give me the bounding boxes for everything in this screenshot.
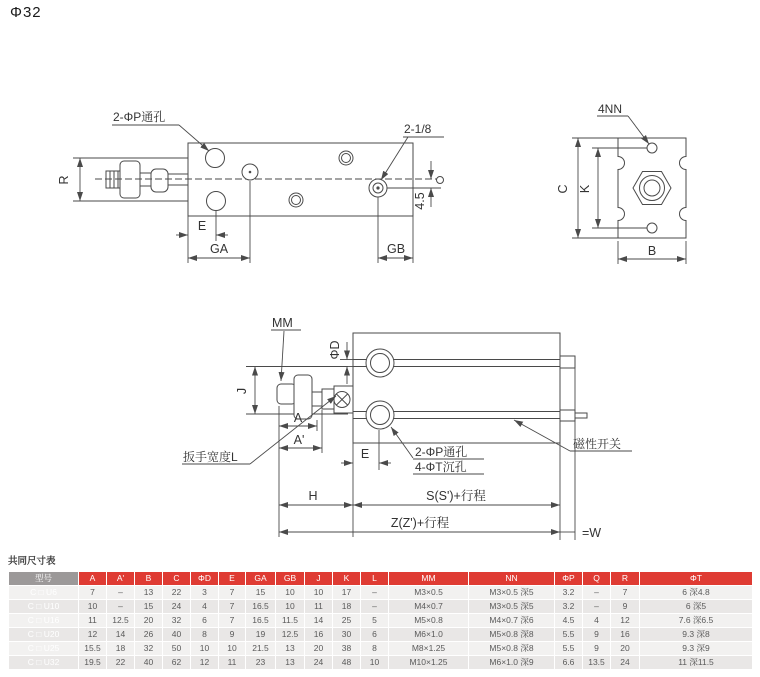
counterbore-holes xyxy=(366,349,394,429)
table-cell: 5.5 xyxy=(555,642,583,656)
table-cell: 12.5 xyxy=(107,614,135,628)
table-cell: 5 xyxy=(361,614,389,628)
dim-r-label: R xyxy=(57,175,71,185)
table-cell: 11 xyxy=(79,614,107,628)
model-cell: C □ U6 xyxy=(9,586,79,600)
dim-b-label: B xyxy=(647,244,657,258)
table-cell: 48 xyxy=(333,656,361,670)
table-cell: M3×0.5 深5 xyxy=(469,600,555,614)
note-through-hole xyxy=(112,109,209,151)
dim-S-stroke xyxy=(353,489,560,505)
table-cell: 6 xyxy=(191,614,219,628)
table-cell: 9 xyxy=(219,628,246,642)
table-cell: 16.5 xyxy=(246,614,276,628)
wrench-note-label: 扳手宽度L xyxy=(183,450,238,464)
table-cell: 10 xyxy=(305,586,333,600)
table-cell: 16.5 xyxy=(246,600,276,614)
column-header-C: C xyxy=(163,572,191,586)
table-row xyxy=(9,656,753,670)
table-cell: 10 xyxy=(276,600,305,614)
table-cell: 40 xyxy=(135,656,163,670)
nn-note-label: 4NN xyxy=(598,102,623,116)
table-cell: M4×0.7 深6 xyxy=(469,614,555,628)
table-cell: 38 xyxy=(333,642,361,656)
table-cell: 3.2 xyxy=(555,600,583,614)
through-holes xyxy=(206,149,226,211)
table-cell: 30 xyxy=(333,628,361,642)
table-cell: 8 xyxy=(361,642,389,656)
table-cell: 6.6 xyxy=(555,656,583,670)
table-cell: 18 xyxy=(107,642,135,656)
table-cell: 10 xyxy=(361,656,389,670)
through-hole-note-label: 2-ΦP通孔 xyxy=(113,110,166,124)
dim-e-side-label: E xyxy=(360,447,370,461)
table-cell: 19.5 xyxy=(79,656,107,670)
dim-h-label: H xyxy=(308,489,318,503)
table-row xyxy=(9,614,753,628)
table-cell: 9 xyxy=(583,628,611,642)
table-cell: 14 xyxy=(107,628,135,642)
table-cell: M4×0.7 xyxy=(389,600,469,614)
table-cell: 12.5 xyxy=(276,628,305,642)
column-header-ΦP: ΦP xyxy=(555,572,583,586)
table-cell: 5.5 xyxy=(555,628,583,642)
table-cell: 7 xyxy=(219,586,246,600)
wrench-flats-circle xyxy=(334,392,350,408)
table-cell: 11 xyxy=(305,600,333,614)
table-cell: M10×1.25 xyxy=(389,656,469,670)
nn-hole-top xyxy=(647,143,657,153)
table-cell: 24 xyxy=(611,656,640,670)
column-header-Q: Q xyxy=(583,572,611,586)
column-header-A': A' xyxy=(107,572,135,586)
table-cell: 13 xyxy=(276,642,305,656)
table-cell: 21.5 xyxy=(246,642,276,656)
note-magnetic-switch xyxy=(514,420,632,451)
table-cell: 7.6 深6.5 xyxy=(640,614,753,628)
table-cell: 32 xyxy=(135,642,163,656)
table-cell: 17 xyxy=(333,586,361,600)
table-cell: M8×1.25 xyxy=(389,642,469,656)
table-cell: M6×1.0 xyxy=(389,628,469,642)
table-cell: 12 xyxy=(79,628,107,642)
table-cell: 7 xyxy=(611,586,640,600)
table-title: 共同尺寸表 xyxy=(8,556,56,567)
column-header-NN: NN xyxy=(469,572,555,586)
dim-k-label: K xyxy=(578,184,592,194)
table-row xyxy=(9,586,753,600)
table-cell: 4 xyxy=(191,600,219,614)
top-view-drawing xyxy=(57,109,444,263)
table-cell: 24 xyxy=(305,656,333,670)
model-cell: C □ U20 xyxy=(9,628,79,642)
mm-note-label: MM xyxy=(272,316,293,330)
table-cell: 11 xyxy=(219,656,246,670)
table-cell: 22 xyxy=(107,656,135,670)
table-cell: 22 xyxy=(163,586,191,600)
table-cell: 9.3 深8 xyxy=(640,628,753,642)
table-cell: 10 xyxy=(79,600,107,614)
table-cell: 16 xyxy=(305,628,333,642)
table-cell: 20 xyxy=(135,614,163,628)
table-cell: 14 xyxy=(305,614,333,628)
dim-z-label: Z(Z')+行程 xyxy=(390,516,450,530)
page-title: Φ32 xyxy=(10,4,42,21)
table-cell: 12 xyxy=(191,656,219,670)
column-header-ΦT: ΦT xyxy=(640,572,753,586)
dim-4-5 xyxy=(413,161,431,210)
table-cell: M5×0.8 xyxy=(389,614,469,628)
column-header-MM: MM xyxy=(389,572,469,586)
model-cell: C □ U32 xyxy=(9,656,79,670)
dim-gb-label: GB xyxy=(386,242,406,256)
table-cell: M5×0.8 深8 xyxy=(469,628,555,642)
dim-W xyxy=(560,526,601,540)
table-cell: 3.2 xyxy=(555,586,583,600)
dim-a-label: A xyxy=(293,411,303,425)
rod-dia-label: ΦD xyxy=(328,340,342,360)
dim-J xyxy=(235,367,255,415)
table-cell: 15 xyxy=(246,586,276,600)
column-header-ΦD: ΦD xyxy=(191,572,219,586)
column-header-GA: GA xyxy=(246,572,276,586)
table-cell: 15 xyxy=(135,600,163,614)
table-cell: 6 xyxy=(361,628,389,642)
table-cell: – xyxy=(361,600,389,614)
table-cell: 8 xyxy=(191,628,219,642)
column-header-K: K xyxy=(333,572,361,586)
table-cell: 16 xyxy=(611,628,640,642)
piston-rod-assembly xyxy=(106,161,188,198)
column-header-B: B xyxy=(135,572,163,586)
dim-E-side xyxy=(341,430,391,537)
table-cell: 9 xyxy=(611,600,640,614)
table-row xyxy=(9,628,753,642)
table-cell: 15.5 xyxy=(79,642,107,656)
table-cell: 32 xyxy=(163,614,191,628)
dim-c-label: C xyxy=(556,184,570,194)
hole-note-1-label: 2-ΦP通孔 xyxy=(415,445,468,459)
dim-phiD xyxy=(328,340,353,384)
dim-e-label: E xyxy=(197,219,207,233)
table-cell: 7 xyxy=(79,586,107,600)
dimensions-table-body xyxy=(9,586,753,670)
table-cell: 7 xyxy=(219,600,246,614)
table-cell: 12 xyxy=(611,614,640,628)
note-mm xyxy=(271,316,301,381)
note-holes-side xyxy=(391,427,484,474)
dim-H xyxy=(279,489,353,505)
table-cell: 23 xyxy=(246,656,276,670)
column-header-model: 型号 xyxy=(9,572,79,586)
table-cell: M6×1.0 深9 xyxy=(469,656,555,670)
column-header-E: E xyxy=(219,572,246,586)
switch-note-label: 磁性开关 xyxy=(573,437,622,451)
table-cell: M5×0.8 深8 xyxy=(469,642,555,656)
table-cell: M3×0.5 xyxy=(389,586,469,600)
model-cell: C □ U25 xyxy=(9,642,79,656)
table-cell: 20 xyxy=(305,642,333,656)
table-cell: 24 xyxy=(163,600,191,614)
table-cell: 50 xyxy=(163,642,191,656)
dim-ga-label: GA xyxy=(209,242,229,256)
table-cell: 10 xyxy=(219,642,246,656)
table-cell: 3 xyxy=(191,586,219,600)
air-port xyxy=(369,179,441,197)
table-cell: 13.5 xyxy=(583,656,611,670)
port-hole-small xyxy=(242,164,258,180)
dim-GB xyxy=(378,197,413,263)
table-cell: 62 xyxy=(163,656,191,670)
dimensions-table xyxy=(8,571,753,670)
table-cell: – xyxy=(107,600,135,614)
table-cell: 6 深4.8 xyxy=(640,586,753,600)
table-cell: 19 xyxy=(246,628,276,642)
table-cell: 13 xyxy=(135,586,163,600)
dim-s-label: S(S')+行程 xyxy=(426,489,486,503)
table-cell: 26 xyxy=(135,628,163,642)
model-cell: C □ U16 xyxy=(9,614,79,628)
table-cell: 4.5 xyxy=(555,614,583,628)
table-cell: 10 xyxy=(276,586,305,600)
table-cell: 20 xyxy=(611,642,640,656)
table-row xyxy=(9,600,753,614)
dimensions-table-head xyxy=(9,572,753,586)
rod-nut-hex xyxy=(633,172,671,205)
port-note-label: 2-1/8 xyxy=(404,122,432,136)
table-cell: 9.3 深9 xyxy=(640,642,753,656)
table-cell: 18 xyxy=(333,600,361,614)
table-cell: – xyxy=(361,586,389,600)
table-cell: 7 xyxy=(219,614,246,628)
dim-j-label: J xyxy=(235,387,249,395)
dim-Z-stroke xyxy=(279,516,560,532)
side-port-circle xyxy=(437,177,444,184)
table-cell: 6 深5 xyxy=(640,600,753,614)
dim-w-label: =W xyxy=(582,526,602,540)
table-cell: 11.5 xyxy=(276,614,305,628)
table-cell: 40 xyxy=(163,628,191,642)
table-cell: M3×0.5 深5 xyxy=(469,586,555,600)
table-cell: 13 xyxy=(276,656,305,670)
model-cell: C □ U10 xyxy=(9,600,79,614)
dim-offset-label: 4.5 xyxy=(413,192,427,210)
hole-note-2-label: 4-ΦT沉孔 xyxy=(415,460,467,474)
column-header-GB: GB xyxy=(276,572,305,586)
table-cell: – xyxy=(107,586,135,600)
dim-B xyxy=(618,241,686,264)
dim-a-prime-label: A' xyxy=(293,433,305,447)
table-row xyxy=(9,642,753,656)
column-header-J: J xyxy=(305,572,333,586)
table-cell: 9 xyxy=(583,642,611,656)
table-cell: 4 xyxy=(583,614,611,628)
end-view-drawing xyxy=(556,102,686,264)
column-header-L: L xyxy=(361,572,389,586)
column-header-A: A xyxy=(79,572,107,586)
nn-hole-bottom xyxy=(647,223,657,233)
column-header-R: R xyxy=(611,572,640,586)
table-cell: 10 xyxy=(191,642,219,656)
table-cell: – xyxy=(583,600,611,614)
table-cell: – xyxy=(583,586,611,600)
table-cell: 25 xyxy=(333,614,361,628)
side-view-drawing xyxy=(182,316,632,540)
table-cell: 11 深11.5 xyxy=(640,656,753,670)
